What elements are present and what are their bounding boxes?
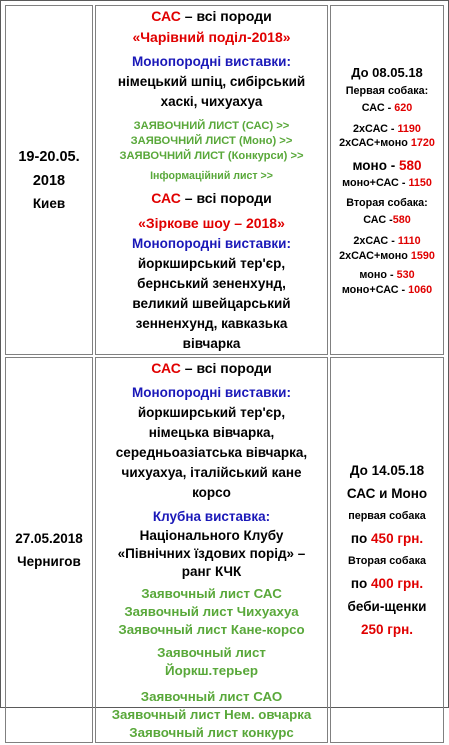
event1-show2-name: «Зіркове шоу – 2018» [138, 215, 285, 231]
event2-club-line: «Північних їздових порід» – [117, 546, 306, 561]
event2-club-heading: Клубна виставка: [152, 509, 271, 524]
event2-prices-cell [330, 357, 444, 743]
event2-first-dog-label: первая собака [348, 510, 426, 522]
application-link-mono[interactable]: ЗАЯВОЧНИЙ ЛИСТ (Моно) >> [130, 135, 293, 147]
event1-deadline: До 08.05.18 [351, 64, 423, 80]
application-link-german-shepherd[interactable]: Заявочный лист Нем. овчарка [111, 707, 312, 722]
event1-price2-mono: моно - 530 [359, 269, 415, 282]
event1-shows-cell [95, 5, 328, 355]
event2-show-title: САС – всі породи [151, 360, 272, 376]
application-link-cane-corso[interactable]: Заявочный лист Кане-корсо [118, 622, 305, 637]
event2-mono-heading: Монопородні виставки: [132, 385, 291, 400]
event1-price-mono-cac: моно+САС - 1150 [342, 176, 432, 189]
event2-shows-cell [95, 357, 328, 743]
event1-show2-title: САС – всі породи [151, 190, 272, 206]
event2-mono-breeds-line: корсо [192, 485, 231, 500]
event1-price2-2cac-mono: 2хСАС+моно 1590 [339, 249, 435, 262]
event2-second-dog-label: Вторая собака [348, 555, 426, 567]
event1-price-mono: моно - 580 [352, 157, 422, 173]
event2-kind: САС и Моно [346, 486, 428, 501]
event1-mono1-breeds-line: хаскі, чихуахуа [160, 94, 263, 109]
event2-puppies-label: беби-щенки [347, 599, 427, 614]
event1-prices-cell [330, 5, 444, 355]
event1-price2-2cac: 2хСАС - 1110 [353, 235, 421, 248]
event-row-2 [5, 357, 444, 743]
event1-show1-title: САС – всі породи [151, 8, 272, 24]
event2-mono-breeds-line: середньоазіатська вівчарка, [115, 445, 308, 460]
application-link-yorkshire[interactable]: Заявочный лист [157, 645, 266, 660]
events-table [3, 3, 446, 745]
event1-price2-cac: САС -580 [363, 214, 411, 227]
application-link-chihuahua[interactable]: Заявочный лист Чихуахуа [124, 604, 299, 619]
event2-club-line: Національного Клубу [139, 528, 284, 543]
event2-date-cell [5, 357, 93, 743]
event1-date: 19-20.05. [18, 149, 80, 165]
event2-date: 27.05.2018 [15, 531, 83, 546]
event1-mono2-breeds-line: йоркширський тер'єр, [137, 256, 286, 271]
event1-price2-mono-cac: моно+САС - 1060 [341, 283, 433, 296]
event1-mono2-breeds-line: зенненхунд, кавказька [135, 316, 288, 331]
event1-date-cell [5, 5, 93, 355]
event1-first-dog-label: Первая собака: [345, 84, 429, 97]
event-row-1 [5, 5, 444, 355]
event2-city: Чернигов [17, 554, 81, 569]
event1-mono2-breeds-line: бернський зененхунд, [137, 276, 286, 291]
event2-mono-breeds-line: німецька вівчарка, [148, 425, 275, 440]
event2-puppies-price: 250 грн. [360, 622, 414, 637]
event2-deadline: До 14.05.18 [349, 463, 425, 478]
event2-mono-breeds-line: йоркширський тер'єр, [137, 405, 286, 420]
event1-year: 2018 [32, 173, 66, 189]
event2-mono-breeds-line: чихуахуа, італійський кане [121, 465, 302, 480]
event1-price-2cac-mono: 2хСАС+моно 1720 [339, 137, 435, 150]
event2-second-price: по 400 грн. [350, 576, 424, 591]
event2-club-line: ранг КЧК [181, 564, 242, 579]
event1-show1-name: «Чарівний поділ-2018» [132, 29, 291, 45]
info-letter-link[interactable]: Інформаційний лист >> [150, 170, 273, 182]
application-link-cac[interactable]: Заявочный лист САС [141, 586, 282, 601]
event1-mono1-heading: Монопородні виставки: [132, 54, 291, 69]
application-link-yorkshire[interactable]: Йоркш.терьер [165, 663, 258, 678]
event1-mono2-breeds-line: великий швейцарський [132, 296, 291, 311]
event2-first-price: по 450 грн. [350, 531, 424, 546]
application-link-contests[interactable]: ЗАЯВОЧНИЙ ЛИСТ (Конкурси) >> [119, 150, 304, 162]
application-link-contest[interactable]: Заявочный лист конкурс [129, 725, 294, 740]
event1-mono2-breeds-line: вівчарка [182, 336, 241, 351]
application-link-cac[interactable]: ЗАЯВОЧНИЙ ЛИСТ (САС) >> [133, 120, 290, 132]
event1-mono1-breeds-line: німецький шпіц, сибірський [117, 74, 306, 89]
event1-city: Киев [32, 196, 66, 211]
event1-price-2cac: 2хСАС - 1190 [353, 122, 421, 135]
event1-price-cac: САС - 620 [361, 101, 413, 114]
application-link-cao[interactable]: Заявочный лист САО [140, 689, 283, 704]
event1-second-dog-label: Вторая собака: [346, 197, 428, 210]
event1-mono2-heading: Монопородні виставки: [132, 236, 291, 251]
